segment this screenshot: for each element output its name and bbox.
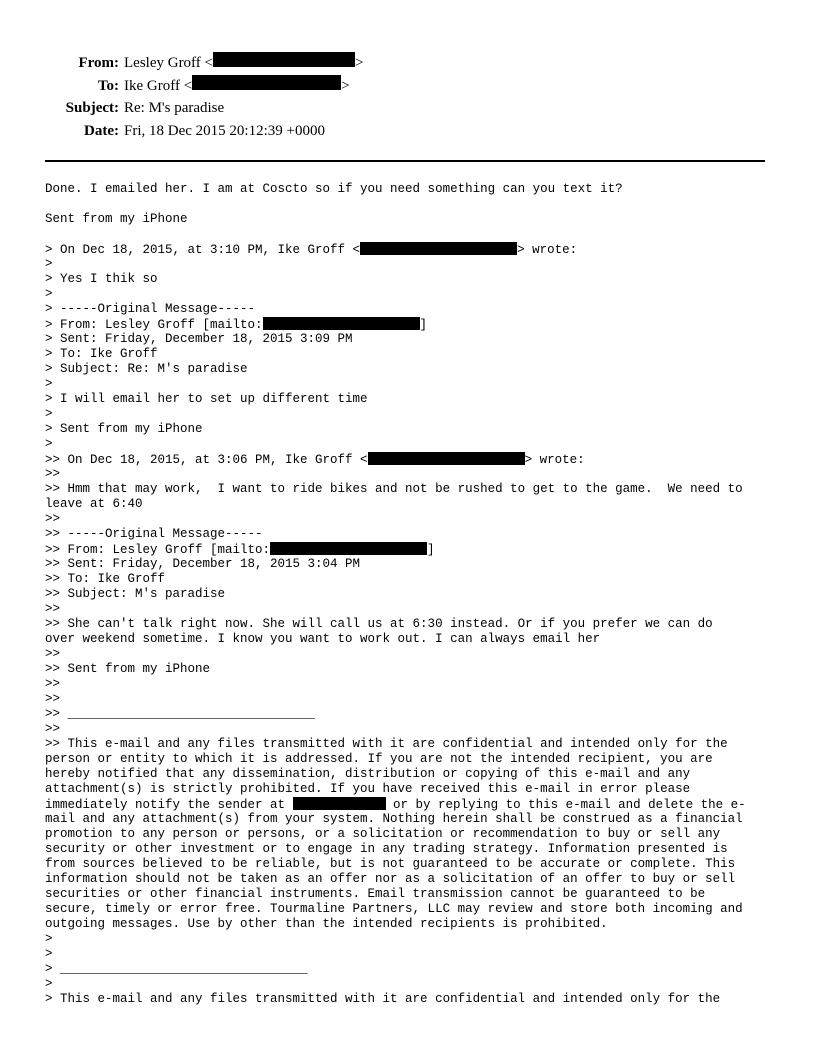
date-row xyxy=(0,120,816,143)
quote-text: > From: Lesley Groff [mailto: xyxy=(45,318,263,332)
redaction-box xyxy=(213,52,355,67)
quote-line: >> xyxy=(45,467,61,481)
quote-line xyxy=(45,317,775,332)
disclaimer-text: immediately notify the sender at xyxy=(45,798,293,812)
quote-line: >> _________________________________ xyxy=(45,707,316,721)
redaction-box xyxy=(293,797,386,810)
quote-line: >> xyxy=(45,512,61,526)
subject-row xyxy=(0,97,816,120)
quote-line: >> Sent from my iPhone xyxy=(45,662,211,676)
disclaimer-line: secure, timely or error free. Tourmaline Partners, LLC may review and store both incoming and xyxy=(45,902,743,916)
disclaimer-line: person or entity to which it is addressed. If you are not the intended recipient, you are xyxy=(45,752,713,766)
quote-text: ] xyxy=(419,318,428,332)
date-value: Fri, 18 Dec 2015 20:12:39 +0000 xyxy=(124,122,325,139)
disclaimer-line xyxy=(45,797,775,812)
header-divider xyxy=(45,160,765,162)
quote-line: > I will email her to set up different time xyxy=(45,392,368,406)
quote-line: > xyxy=(45,977,53,991)
quote-line: >> Subject: M's paradise xyxy=(45,587,226,601)
disclaimer-line: >> This e-mail and any files transmitted with it are confidential and intended only for the xyxy=(45,737,728,751)
to-value: Ike Groff < xyxy=(124,77,193,94)
redaction-box xyxy=(270,542,427,555)
quote-line: > -----Original Message----- xyxy=(45,302,256,316)
quote-line: >> To: Ike Groff xyxy=(45,572,166,586)
disclaimer-line: from sources believed to be reliable, but is not guaranteed to be accurate or complete. This xyxy=(45,857,736,871)
from-label: From: xyxy=(78,55,119,71)
subject-value: Re: M's paradise xyxy=(124,100,225,116)
quote-line xyxy=(45,542,775,557)
signature-line: Sent from my iPhone xyxy=(45,212,188,226)
quote-line: >> Hmm that may work, I want to ride bikes and not be rushed to get to the game. We need to xyxy=(45,482,743,496)
quote-line: >> Sent: Friday, December 18, 2015 3:04 PM xyxy=(45,557,361,571)
quote-line: > xyxy=(45,932,53,946)
quote-line xyxy=(45,242,775,257)
blank-line xyxy=(45,197,775,212)
quote-line: >> xyxy=(45,647,61,661)
quote-line: >> xyxy=(45,722,61,736)
quote-line: > xyxy=(45,377,53,391)
redaction-box xyxy=(263,317,420,330)
quote-line: > xyxy=(45,947,53,961)
quote-line: > _________________________________ xyxy=(45,962,308,976)
quote-line: >> xyxy=(45,677,61,691)
quote-line: > Sent from my iPhone xyxy=(45,422,203,436)
quote-text: > wrote: xyxy=(517,243,578,257)
disclaimer-text: or by replying to this e-mail and delete the e- xyxy=(385,798,746,812)
quote-line: >> She can't talk right now. She will call us at 6:30 instead. Or if you prefer we can do xyxy=(45,617,713,631)
quote-line: > xyxy=(45,407,53,421)
disclaimer-line: > This e-mail and any files transmitted with it are confidential and intended only for the xyxy=(45,992,721,1006)
disclaimer-line: outgoing messages. Use by other than the intended recipients is prohibited. xyxy=(45,917,608,931)
disclaimer-line: promotion to any person or persons, or a solicitation or recommendation to buy or sell any xyxy=(45,827,721,841)
quote-text: ] xyxy=(427,543,435,557)
quote-line: > To: Ike Groff xyxy=(45,347,158,361)
redaction-box xyxy=(368,452,525,465)
disclaimer-line: securities or other financial instruments. Email transmission cannot be guaranteed to be xyxy=(45,887,706,901)
quote-line: > xyxy=(45,437,53,451)
quote-line: leave at 6:40 xyxy=(45,497,143,511)
disclaimer-line: information should not be taken as an offer nor as a solicitation of an offer to buy or sell xyxy=(45,872,736,886)
quote-line: >> xyxy=(45,692,61,706)
quote-line xyxy=(45,452,775,467)
redaction-box xyxy=(192,75,341,90)
email-body xyxy=(45,182,775,1007)
disclaimer-line: hereby notified that any dissemination, distribution or copying of this e-mail and any xyxy=(45,767,691,781)
quote-line: >> -----Original Message----- xyxy=(45,527,263,541)
quote-line: >> xyxy=(45,602,61,616)
to-row xyxy=(0,75,816,98)
quote-line: > Subject: Re: M's paradise xyxy=(45,362,248,376)
disclaimer-line: attachment(s) is strictly prohibited. If you have received this e-mail in error please xyxy=(45,782,691,796)
subject-label: Subject: xyxy=(65,100,119,116)
redaction-box xyxy=(360,242,517,255)
quote-line: > Sent: Friday, December 18, 2015 3:09 PM xyxy=(45,332,353,346)
from-row xyxy=(0,52,816,75)
disclaimer-line: mail and any attachment(s) from your system. Nothing herein shall be construed as a financial xyxy=(45,812,743,826)
blank-line xyxy=(45,227,775,242)
disclaimer-line: security or other investment or to engage in any trading strategy. Information presented is xyxy=(45,842,728,856)
quote-line: > Yes I thik so xyxy=(45,272,158,286)
quote-text: >> On Dec 18, 2015, at 3:06 PM, Ike Groff < xyxy=(45,453,368,467)
quote-text: > wrote: xyxy=(524,453,585,467)
to-label: To: xyxy=(97,77,119,94)
quote-line: over weekend sometime. I know you want to work out. I can always email her xyxy=(45,632,601,646)
quote-text: > On Dec 18, 2015, at 3:10 PM, Ike Groff < xyxy=(45,243,361,257)
quote-line: > xyxy=(45,257,53,271)
quote-text: >> From: Lesley Groff [mailto: xyxy=(45,543,271,557)
email-header xyxy=(0,52,816,142)
from-value: Lesley Groff < xyxy=(124,55,213,71)
date-label: Date: xyxy=(84,122,119,139)
quote-line: > xyxy=(45,287,53,301)
from-bracket: > xyxy=(355,55,364,71)
body-line: Done. I emailed her. I am at Coscto so if you need something can you text it? xyxy=(45,182,623,196)
to-bracket: > xyxy=(341,77,350,94)
